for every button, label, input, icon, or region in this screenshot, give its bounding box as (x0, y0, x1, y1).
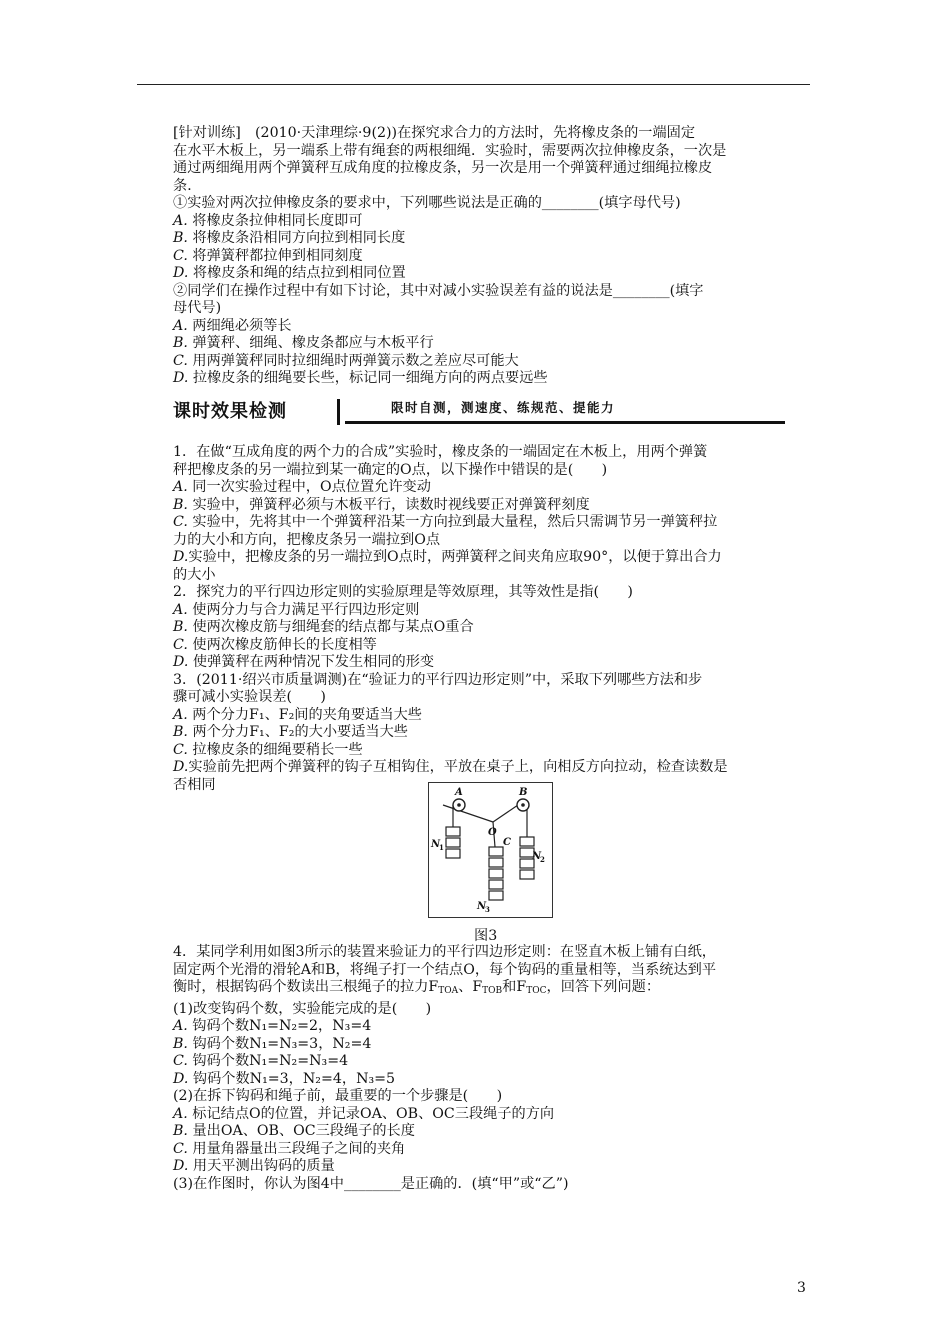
option-letter: B. (173, 496, 188, 513)
question-line: 固定两个光滑的滑轮A和B，将绳子打一个结点O，每个钩码的重量相等，当系统达到平 (173, 961, 717, 978)
option-letter: D. (173, 1070, 189, 1087)
label-n1-sub: 1 (439, 843, 444, 852)
option-line (173, 265, 813, 283)
option-text: 的大小 (173, 566, 216, 583)
label-a: A (455, 787, 463, 798)
option-line (173, 1106, 813, 1124)
option-line (173, 497, 813, 515)
banner-underline (345, 421, 785, 424)
option-letter: D. (173, 265, 189, 281)
option-line (173, 514, 813, 532)
banner-divider (337, 399, 340, 425)
label-b: B (519, 787, 528, 798)
option-text: 用量角器量出三段绳子之间的夹角 (192, 1140, 406, 1157)
text-line: ①实验对两次拉伸橡皮条的要求中，下列哪些说法是正确的________(填字母代号) (173, 195, 681, 211)
option-text: 同一次实验过程中，O点位置允许变动 (192, 479, 431, 495)
option-line (173, 213, 813, 231)
option-letter: D. (173, 654, 189, 670)
option-line (173, 707, 813, 725)
subquestion-line: (3)在作图时，你认为图4中________是正确的．(填“甲”或“乙”) (173, 1175, 569, 1192)
option-letter: B. (173, 1035, 188, 1052)
option-letter: A. (173, 317, 188, 334)
option-text: 两细绳必须等长 (192, 317, 292, 334)
text-line: ②同学们在操作过程中有如下讨论，其中对减小实验误差有益的说法是________(填字 (173, 282, 704, 299)
weight-n3 (489, 858, 503, 867)
option-line (173, 602, 813, 620)
option-letter: D. (173, 1158, 189, 1174)
weight-n3 (489, 891, 503, 900)
option-line (173, 248, 813, 266)
option-text: 两个分力F₁、F₂的大小要适当大些 (192, 724, 408, 740)
question-line: 2．探究力的平行四边形定则的实验原理是等效原理，其等效性是指( ) (173, 584, 633, 600)
option-text: 拉橡皮条的细绳要长些，标记同一细绳方向的两点要远些 (192, 370, 548, 386)
option-line (173, 479, 813, 497)
text-line: 在水平木板上，另一端系上带有绳套的两根细绳．实验时，需要两次拉伸橡皮条，一次是 (173, 142, 727, 159)
option-letter: A. (173, 212, 188, 229)
option-text: 两个分力F₁、F₂间的夹角要适当大些 (192, 706, 422, 723)
option-line (173, 567, 813, 585)
option-line (173, 759, 813, 777)
question-line: 4．某同学利用如图3所示的装置来验证力的平行四边形定则：在竖直木板上铺有白纸， (173, 944, 716, 960)
option-line (173, 1036, 813, 1054)
option-line (173, 724, 813, 742)
option-line (173, 370, 813, 388)
weight-n2 (520, 837, 534, 846)
page-number: 3 (797, 1280, 806, 1296)
weight-n3 (489, 880, 503, 889)
option-line (173, 1158, 813, 1176)
label-o: O (488, 827, 497, 838)
section-title: 课时效果检测 (173, 401, 287, 422)
option-text: 使弹簧秤在两种情况下发生相同的形变 (192, 654, 435, 670)
option-text: 实验中，把橡皮条的另一端拉到O点时，两弹簧秤之间夹角应取90°，以便于算出合力 (188, 549, 722, 565)
option-line (173, 230, 813, 248)
option-letter: C. (173, 1053, 188, 1069)
option-letter: B. (173, 619, 188, 635)
option-text: 量出OA、OB、OC三段绳子的长度 (192, 1123, 415, 1139)
option-line (173, 1123, 813, 1141)
label-n1: N (431, 839, 441, 850)
figure-caption: 图3 (474, 928, 498, 944)
option-text: 使两分力与合力满足平行四边形定则 (192, 601, 420, 618)
option-line (173, 318, 813, 336)
text-line: 条． (173, 177, 202, 194)
question-line: 1．在做“互成角度的两个力的合成”实验时，橡皮条的一端固定在木板上，用两个弹簧 (173, 444, 708, 460)
text-line: 母代号) (173, 300, 222, 316)
option-text: 实验中，弹簧秤必须与木板平行，读数时视线要正对弹簧秤刻度 (192, 496, 590, 513)
option-line (173, 532, 813, 550)
option-line (173, 353, 813, 371)
option-letter: A. (173, 601, 188, 618)
option-text: 实验前先把两个弹簧秤的钩子互相钩住，平放在桌子上，向相反方向拉动，检查读数是 (188, 759, 728, 775)
option-text: 弹簧秤、细绳、橡皮条都应与木板平行 (192, 335, 434, 351)
label-n2: N (532, 851, 542, 862)
text-line: 通过两细绳用两个弹簧秤互成角度的拉橡皮条，另一次是用一个弹簧秤通过细绳拉橡皮 (173, 160, 713, 176)
option-letter: A. (173, 1018, 188, 1034)
option-text: 将橡皮条和绳的结点拉到相同位置 (192, 265, 406, 281)
option-letter: B. (173, 335, 188, 351)
option-text: 实验中，先将其中一个弹簧秤沿某一方向拉到最大量程，然后只需调节另一弹簧秤拉 (192, 514, 718, 530)
rope-oa (443, 805, 493, 822)
option-text: 力的大小和方向，把橡皮条另一端拉到O点 (173, 531, 441, 548)
question-line: 3．(2011·绍兴市质量调测)在“验证力的平行四边形定则”中，采取下列哪些方法和步 (173, 671, 703, 688)
option-text: 使两次橡皮筋与细绳套的结点都与某点O重合 (192, 619, 474, 635)
option-letter: A. (173, 479, 188, 495)
option-text: 钩码个数N₁=N₂=N₃=4 (192, 1053, 349, 1069)
subquestion-line: (1)改变钩码个数，实验能完成的是( ) (173, 1000, 432, 1017)
weight-n3 (489, 869, 503, 878)
option-line (173, 619, 813, 637)
option-text: 标记结点O的位置，并记录OA、OB、OC三段绳子的方向 (192, 1105, 555, 1122)
option-line (173, 742, 813, 760)
option-letter: A. (173, 1105, 188, 1122)
option-letter: C. (173, 1140, 188, 1157)
option-letter: A. (173, 706, 188, 723)
text-line: [针对训练] (2010·天津理综·9(2))在探究求合力的方法时，先将橡皮条的一端固定 (173, 125, 696, 141)
option-letter: C. (173, 636, 188, 653)
option-text: 钩码个数N₁=N₂=2，N₃=4 (192, 1018, 372, 1034)
option-line (173, 335, 813, 353)
option-letter: C. (173, 741, 188, 758)
option-line (173, 637, 813, 655)
option-text: 将弹簧秤都拉伸到相同刻度 (192, 247, 363, 264)
option-line (173, 1018, 813, 1036)
pulley-figure (428, 782, 553, 918)
question4-block (173, 944, 813, 1193)
label-n2-sub: 2 (540, 855, 545, 864)
option-letter: C. (173, 352, 188, 369)
option-line (173, 549, 813, 567)
option-text: 将橡皮条沿相同方向拉到相同长度 (192, 230, 406, 246)
option-text: 否相同 (173, 776, 216, 793)
question-line: 骤可减小实验误差( ) (173, 689, 326, 705)
section-banner (173, 397, 785, 426)
option-text: 拉橡皮条的细绳要稍长一些 (192, 741, 363, 758)
option-letter: C. (173, 247, 188, 264)
label-n3-sub: 3 (485, 905, 490, 914)
label-n3: N (477, 901, 487, 912)
option-text: 用天平测出钩码的质量 (192, 1158, 335, 1174)
option-letter: B. (173, 230, 188, 246)
header-rule (137, 84, 810, 85)
pulley-diagram (429, 783, 552, 917)
weight-n1 (446, 849, 460, 858)
option-line (173, 1071, 813, 1089)
weight-n1 (446, 838, 460, 847)
option-text: 用两弹簧秤同时拉细绳时两弹簧示数之差应尽可能大 (192, 352, 519, 369)
option-line (173, 1053, 813, 1071)
training-block (173, 125, 813, 388)
section-subtitle: 限时自测，测速度、练规范、提能力 (391, 400, 616, 415)
option-letter: B. (173, 724, 188, 740)
weight-n1 (446, 827, 460, 836)
question-line: 秤把橡皮条的另一端拉到某一确定的O点，以下操作中错误的是( ) (173, 461, 608, 478)
subquestion-line: (2)在拆下钩码和绳子前，最重要的一个步骤是( ) (173, 1088, 503, 1104)
option-letter: D. (173, 370, 189, 386)
weight-n3 (489, 847, 503, 856)
rope-ob (493, 805, 518, 822)
option-letter: D. (173, 759, 189, 775)
option-text: 钩码个数N₁=3，N₂=4，N₃=5 (192, 1070, 396, 1087)
question-line: 衡时，根据钩码个数读出三根绳子的拉力$F_{TOA}$、$F_{TOB}$和$F_{TOC}$，回答下列问题： (173, 979, 661, 996)
option-text: 将橡皮条拉伸相同长度即可 (192, 212, 363, 229)
option-text: 钩码个数N₁=N₃=3，N₂=4 (192, 1035, 372, 1052)
option-line (173, 1141, 813, 1159)
option-letter: C. (173, 514, 188, 530)
label-c: C (503, 837, 511, 848)
option-line (173, 654, 813, 672)
weight-n2 (520, 870, 534, 879)
option-letter: D. (173, 549, 189, 565)
option-text: 使两次橡皮筋伸长的长度相等 (192, 636, 377, 653)
option-letter: B. (173, 1123, 188, 1139)
questions-block (173, 444, 813, 794)
